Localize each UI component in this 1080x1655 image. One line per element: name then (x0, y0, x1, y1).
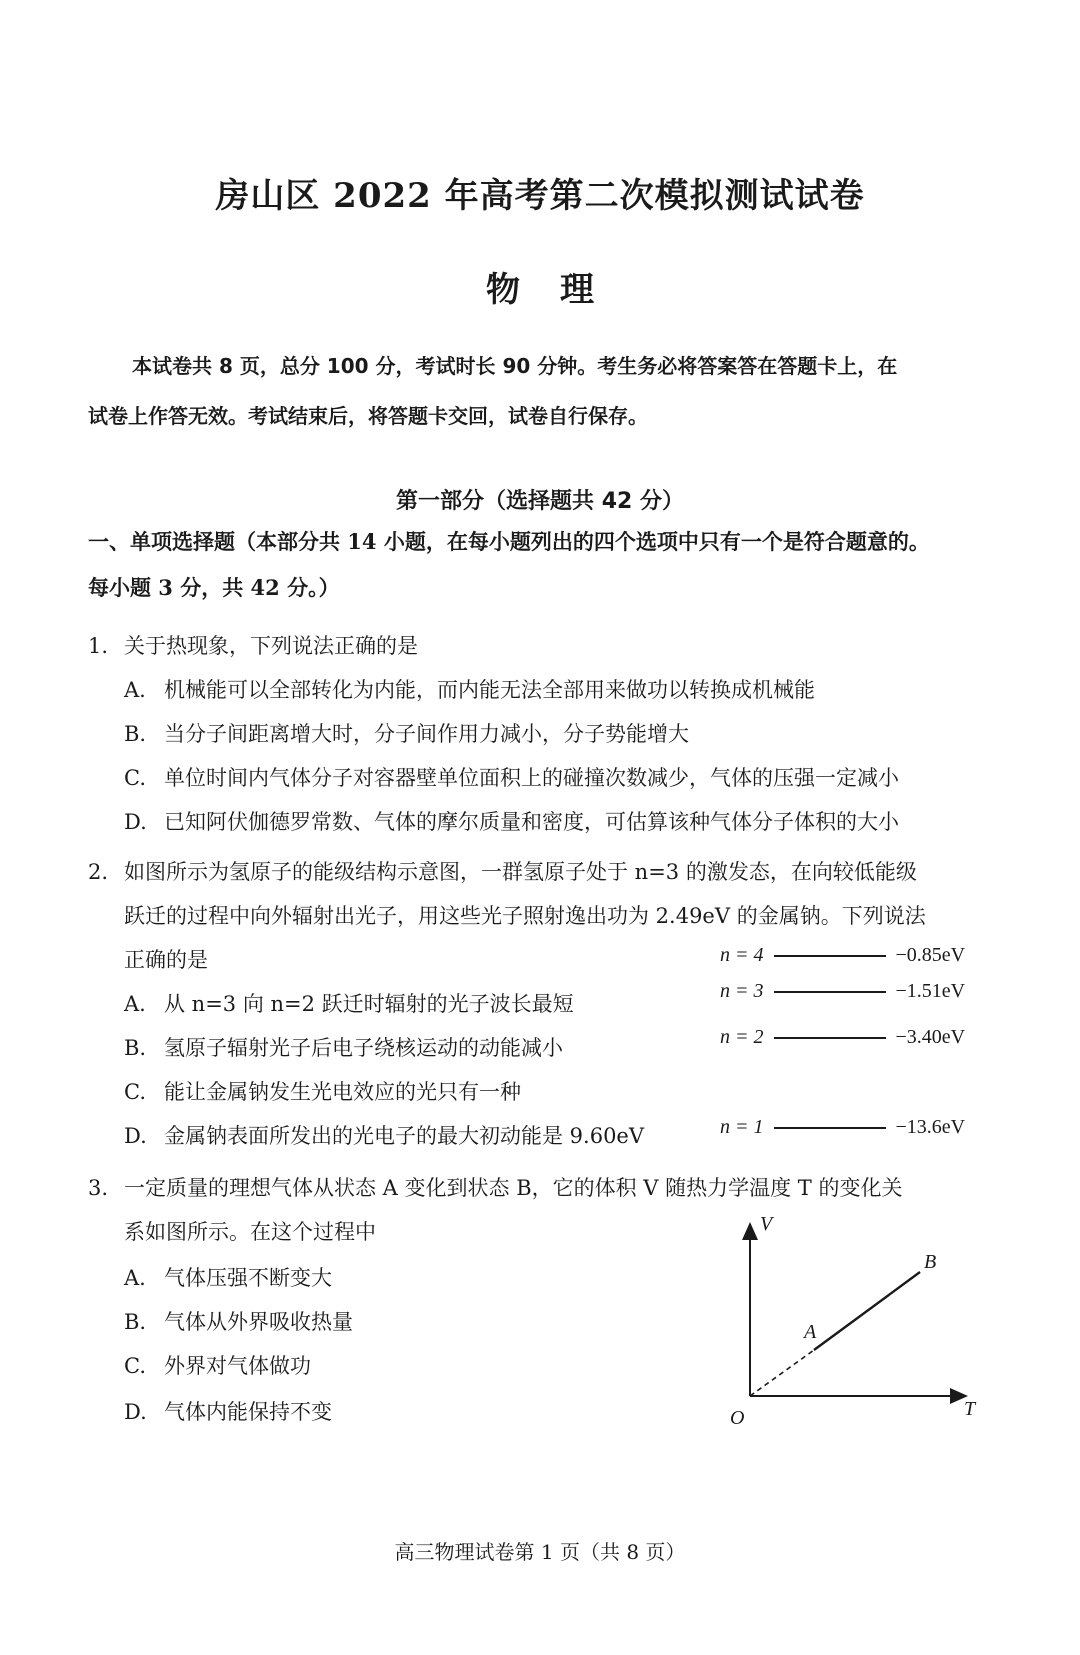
level-label: n = 2 (720, 1026, 764, 1048)
option-label: A. (124, 678, 146, 702)
level-line (774, 1037, 886, 1039)
option-text: 单位时间内气体分子对容器壁单位面积上的碰撞次数减少，气体的压强一定减小 (164, 766, 899, 790)
energy-level-n1 (720, 1116, 965, 1139)
point-a-label: A (804, 1321, 817, 1343)
q2-option-d (124, 1120, 644, 1150)
option-label: D. (124, 1400, 147, 1424)
option-text: 外界对气体做功 (164, 1354, 311, 1378)
question-3-stem-line-2: 系如图所示。在这个过程中 (124, 1220, 376, 1244)
option-label: C. (124, 766, 146, 790)
level-label: n = 4 (720, 944, 764, 966)
part-title: 第一部分（选择题共 42 分） (396, 489, 684, 514)
level-energy: −13.6eV (895, 1116, 966, 1138)
question-number: 3. (88, 1176, 109, 1200)
option-label: B. (124, 1036, 147, 1060)
level-label: n = 1 (720, 1116, 764, 1138)
level-line (774, 1127, 886, 1129)
point-b-label: B (924, 1251, 937, 1273)
q1-option-c (124, 762, 899, 792)
option-text: 机械能可以全部转化为内能，而内能无法全部用来做功以转换成机械能 (164, 678, 815, 702)
level-energy: −0.85eV (895, 944, 966, 966)
question-number: 2. (88, 860, 109, 884)
x-axis-label: T (964, 1398, 976, 1420)
vt-graph (720, 1208, 990, 1428)
q1-option-d (124, 806, 899, 836)
process-line-a-to-b (814, 1272, 920, 1350)
extension-dashed-line (750, 1350, 814, 1396)
question-2-stem-line-2: 跃迁的过程中向外辐射出光子，用这些光子照射逸出功为 2.49eV 的金属钠。下列说法 (124, 904, 926, 928)
option-text: 气体压强不断变大 (164, 1266, 332, 1290)
subject-title: 物理 (486, 270, 634, 310)
question-number: 1. (88, 634, 109, 658)
option-label: C. (124, 1354, 146, 1378)
option-text: 金属钠表面所发出的光电子的最大初动能是 9.60eV (164, 1124, 645, 1148)
q1-option-b (124, 718, 689, 748)
level-energy: −1.51eV (895, 980, 966, 1002)
option-label: A. (124, 1266, 146, 1290)
section-instruction-line-1: 一、单项选择题（本部分共 14 小题，在每小题列出的四个选项中只有一个是符合题意的。 (88, 529, 930, 554)
q2-option-a (124, 988, 574, 1018)
question-text: 如图所示为氢原子的能级结构示意图，一群氢原子处于 n=3 的激发态，在向较低能级 (124, 860, 917, 884)
q3-option-d (124, 1396, 332, 1426)
option-text: 气体从外界吸收热量 (164, 1310, 353, 1334)
question-2-stem-line-1 (88, 856, 917, 886)
option-label: A. (124, 992, 146, 1016)
q2-option-c (124, 1076, 521, 1106)
energy-level-n4 (720, 944, 965, 967)
option-text: 当分子间距离增大时，分子间作用力减小，分子势能增大 (164, 722, 689, 746)
q2-option-b (124, 1032, 563, 1062)
question-3-stem-line-1 (88, 1172, 903, 1202)
origin-label: O (730, 1407, 745, 1428)
option-text: 已知阿伏伽德罗常数、气体的摩尔质量和密度，可估算该种气体分子体积的大小 (164, 810, 899, 834)
level-label: n = 3 (720, 980, 764, 1002)
level-line (774, 955, 886, 957)
question-2-stem-line-3: 正确的是 (124, 948, 208, 972)
q3-option-c (124, 1350, 311, 1380)
energy-level-n2 (720, 1026, 965, 1049)
option-label: D. (124, 810, 147, 834)
q3-option-a (124, 1262, 332, 1292)
option-text: 氢原子辐射光子后电子绕核运动的动能减小 (164, 1036, 563, 1060)
option-label: D. (124, 1124, 147, 1148)
option-label: B. (124, 1310, 147, 1334)
intro-line-2: 试卷上作答无效。考试结束后，将答题卡交回，试卷自行保存。 (88, 404, 648, 428)
option-label: C. (124, 1080, 146, 1104)
q1-option-a (124, 674, 815, 704)
question-text: 一定质量的理想气体从状态 A 变化到状态 B，它的体积 V 随热力学温度 T 的变化关 (124, 1176, 903, 1200)
question-text: 关于热现象，下列说法正确的是 (124, 634, 418, 658)
y-axis-label: V (760, 1213, 773, 1235)
level-line (774, 991, 886, 993)
option-text: 从 n=3 向 n=2 跃迁时辐射的光子波长最短 (164, 992, 574, 1016)
q3-option-b (124, 1306, 353, 1336)
option-text: 能让金属钠发生光电效应的光只有一种 (164, 1080, 521, 1104)
level-energy: −3.40eV (895, 1026, 966, 1048)
question-1-stem (88, 630, 418, 660)
exam-title: 房山区 2022 年高考第二次模拟测试试卷 (215, 176, 865, 216)
intro-line-1: 本试卷共 8 页，总分 100 分，考试时长 90 分钟。考生务必将答案答在答题卡上，在 (132, 354, 898, 378)
option-text: 气体内能保持不变 (164, 1400, 332, 1424)
option-label: B. (124, 722, 147, 746)
page-footer: 高三物理试卷第 1 页（共 8 页） (394, 1540, 686, 1564)
energy-level-n3 (720, 980, 965, 1003)
section-instruction-line-2: 每小题 3 分，共 42 分。） (88, 575, 340, 600)
